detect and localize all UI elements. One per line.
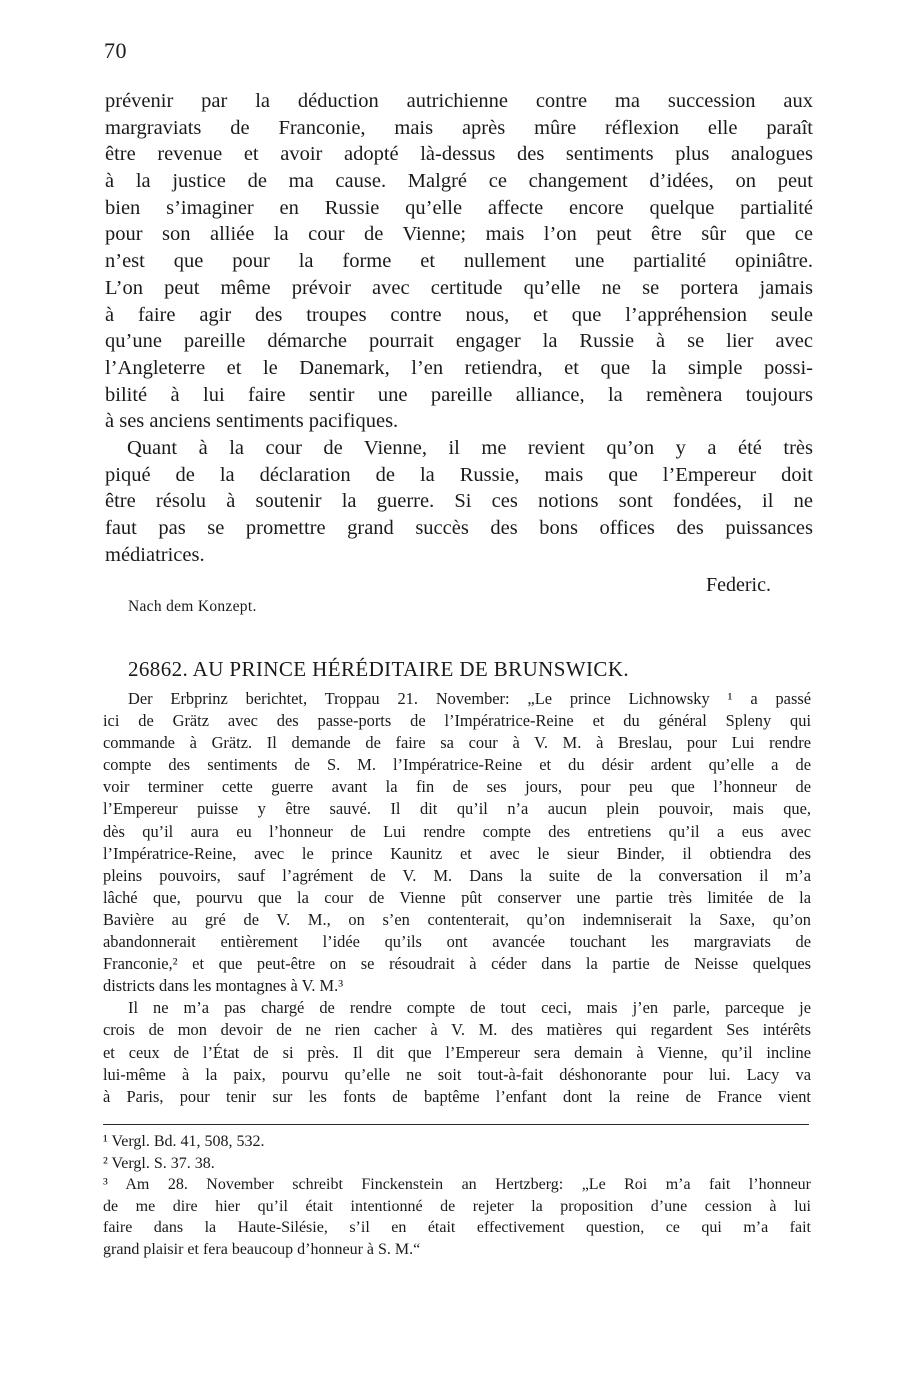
report-line: pleins pouvoirs, sauf l’agrément de V. M. Dans la suite de la conversation il m’a <box>103 865 811 885</box>
report-line: et ceux de l’État de si près. Il dit que l’Empereur sera demain à Vienne, qu’il incline <box>103 1042 811 1062</box>
report-body <box>103 688 811 1108</box>
letter-line: n’est que pour la forme et nullement une partialité opiniâtre. <box>105 250 813 273</box>
letter-line: à la justice de ma cause. Malgré ce changement d’idées, on peut <box>105 170 813 193</box>
report-line: lâché que, pourvu que la cour de Vienne pût conserver une partie très limitée de la <box>103 887 811 907</box>
letter-line: Quant à la cour de Vienne, il me revient qu’on y a été très <box>127 436 813 459</box>
report-line: ici de Grätz avec des passe-ports de l’Impératrice-Reine et du général Spleny qui <box>103 711 811 731</box>
report-line: Il ne m’a pas chargé de rendre compte de tout ceci, mais j’en parle, parceque je <box>128 998 811 1018</box>
section-heading: 26862. AU PRINCE HÉRÉDITAIRE DE BRUNSWICK. <box>128 657 630 681</box>
letter-line: à faire agir des troupes contre nous, et que l’appréhension seule <box>105 303 813 326</box>
footnote-divider <box>103 1124 809 1125</box>
letter-line: faut pas se promettre grand succès des bons offices des puissances <box>105 517 813 539</box>
page-number: 70 <box>104 38 127 63</box>
letter-line: bilité à lui faire sentir une pareille alliance, la remènera toujours <box>105 383 813 406</box>
footnote-line: faire dans la Haute-Silésie, s’il en était effectivement question, ce qui m’a fait <box>103 1219 811 1237</box>
letter-line: être résolu à soutenir la guerre. Si ces notions sont fondées, il ne <box>105 490 813 513</box>
footnote-line: ³ Am 28. November schreibt Finckenstein an Hertzberg: „Le Roi m’a fait l’honneur <box>103 1176 811 1194</box>
letter-line: L’on peut même prévoir avec certitude qu’elle ne se portera jamais <box>105 276 813 299</box>
letter-line: l’Angleterre et le Danemark, l’en retiendra, et que la simple possi- <box>105 356 813 379</box>
report-line: crois de mon devoir de ne rien cacher à V. M. des matières qui regardent Ses intérêts <box>103 1020 811 1040</box>
letter-line: pour son alliée la cour de Vienne; mais l’on peut être sûr que ce <box>105 223 813 246</box>
report-line: Franconie,² et que peut-être on se résoudrait à céder dans la partie de Neisse quelques <box>103 954 811 974</box>
footnote-line: ² Vergl. S. 37. 38. <box>103 1154 215 1172</box>
report-line: abandonnerait entièrement l’idée qu’ils ont avancée touchant les margraviats de <box>103 932 811 952</box>
footnote-line: grand plaisir et fera beaucoup d’honneur à S. M.“ <box>103 1240 421 1258</box>
signature: Federic. <box>706 574 771 596</box>
source-note: Nach dem Konzept. <box>128 598 257 615</box>
report-line: dès qu’il aura eu l’honneur de Lui rendre compte des entretiens qu’il a eus avec <box>103 821 811 841</box>
report-line: l’Empereur puisse y être sauvé. Il dit qu’il n’a aucun plein pouvoir, mais que, <box>103 799 811 819</box>
letter-line: prévenir par la déduction autrichienne contre ma succession aux <box>105 90 813 112</box>
letter-line: être revenue et avoir adopté là-dessus des sentiments plus analogues <box>105 143 813 166</box>
letter-body <box>105 88 813 568</box>
footnotes <box>103 1131 811 1261</box>
letter-line: médiatrices. <box>105 543 205 566</box>
report-line: Der Erbprinz berichtet, Troppau 21. November: „Le prince Lichnowsky ¹ a passé <box>128 689 811 708</box>
report-line: à Paris, pour tenir sur les fonts de baptême l’enfant dont la reine de France vient <box>103 1086 811 1106</box>
footnote-line: de me dire hier qu’il était intentionné de rejeter la proposition d’une cession à lui <box>103 1197 811 1215</box>
report-line: voir terminer cette guerre avant la fin de ses jours, pour peu que l’honneur de <box>103 777 811 797</box>
report-line: lui-même à la paix, pourvu qu’elle ne soit tout-à-fait déshonorante pour lui. Lacy va <box>103 1064 811 1084</box>
report-line: commande à Grätz. Il demande de faire sa cour à V. M. à Breslau, pour Lui rendre <box>103 733 811 753</box>
letter-line: à ses anciens sentiments pacifiques. <box>105 410 399 433</box>
report-line: l’Impératrice-Reine, avec le prince Kaunitz et avec le sieur Binder, il obtiendra des <box>103 843 811 863</box>
report-line: Bavière au gré de V. M., on s’en contenterait, qu’on indemniserait la Saxe, qu’on <box>103 909 811 929</box>
letter-line: piqué de la déclaration de la Russie, mais que l’Empereur doit <box>105 463 813 486</box>
letter-line: margraviats de Franconie, mais après mûre réflexion elle paraît <box>105 116 813 139</box>
footnote-line: ¹ Vergl. Bd. 41, 508, 532. <box>103 1133 265 1150</box>
report-line: compte des sentiments de S. M. l’Impératrice-Reine et du désir ardent qu’elle a de <box>103 755 811 775</box>
report-line: districts dans les montagnes à V. M.³ <box>103 976 344 996</box>
letter-line: qu’une pareille démarche pourrait engager la Russie à se lier avec <box>105 330 813 353</box>
letter-line: bien s’imaginer en Russie qu’elle affecte encore quelque partialité <box>105 196 813 219</box>
